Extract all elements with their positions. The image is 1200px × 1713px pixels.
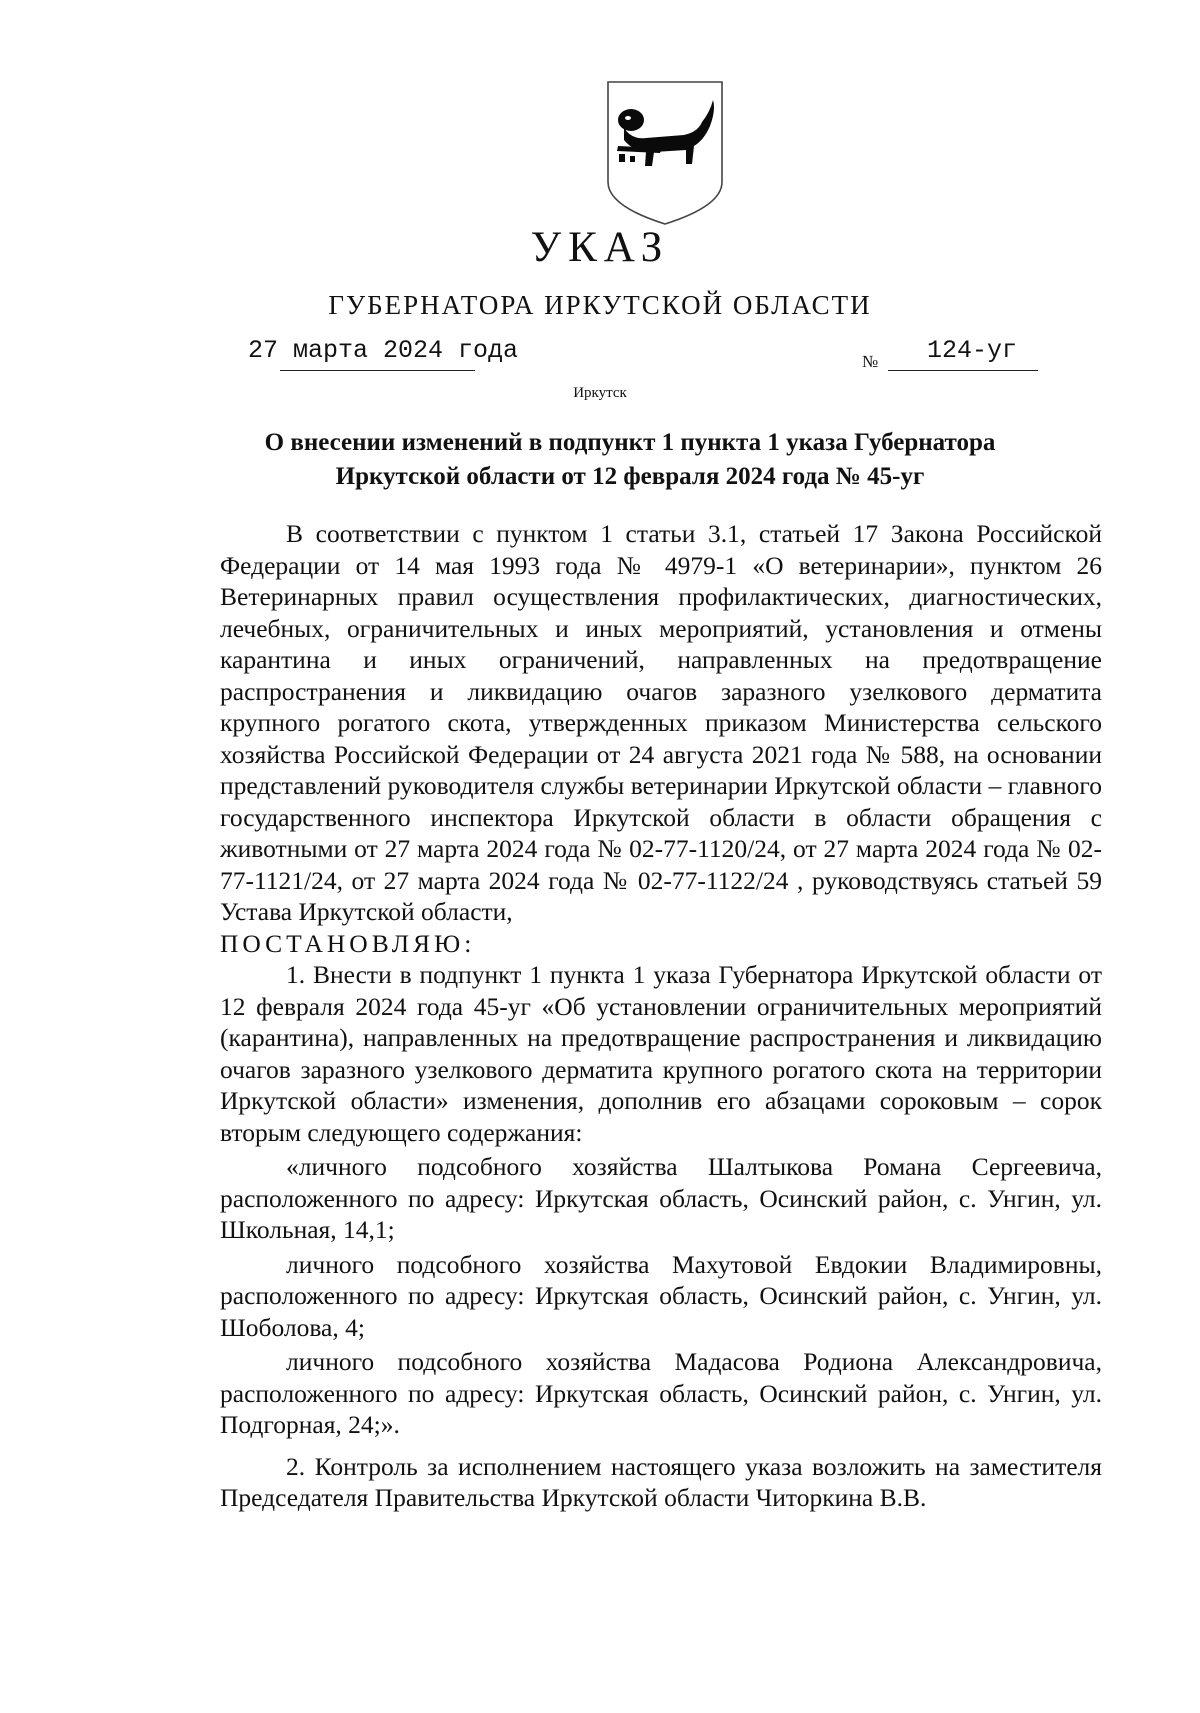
decree-word: ПОСТАНОВЛЯЮ: xyxy=(220,928,476,958)
heading-line-1: О внесении изменений в подпункт 1 пункта 1 указа Губернатора xyxy=(264,429,996,456)
quote-paragraph-2: личного подсобного хозяйства Махутовой Евдокии Владимировны, расположенного по адресу: Иркутская область, Осинский район, с. Унгин, ул. Шоболова, 4; xyxy=(220,1249,1102,1342)
quote-paragraph-3: личного подсобного хозяйства Мадасова Родиона Александровича, расположенного по адресу: Иркутская область, Осинский район, с. Унгин, ул. Подгорная, 24;». xyxy=(220,1347,1102,1439)
heading-line-2: Иркутской области от 12 февраля 2024 года № 45-уг xyxy=(335,463,925,490)
document-date: 27 марта 2024 года xyxy=(248,336,519,365)
item-2-paragraph: 2. Контроль за исполнением настоящего указа возложить на заместителя Председателя Правительства Иркутской области Читоркина В.В. xyxy=(220,1451,1102,1512)
item-1-paragraph: 1. Внести в подпункт 1 пункта 1 указа Губернатора Иркутской области от 12 февраля 2024 года 45-уг «Об установлении ограничительных мероприятий (карантина), направленных на предотвращение распространения и ликвидацию очагов заразного узелкового дерматита крупного рогатого скота на территории Иркутской области» изменения, дополнив его абзацами сороковым – сорок вторым следующего содержания: xyxy=(220,960,1102,1147)
document-city: Иркутск xyxy=(573,385,627,401)
number-underline xyxy=(888,370,1038,371)
quote-paragraph-1: «личного подсобного хозяйства Шалтыкова Романа Сергеевича, расположенного по адресу: Иркутская область, Осинский район, с. Унгин, ул. Школьная, 14,1; xyxy=(220,1152,1102,1244)
coat-of-arms-emblem xyxy=(602,78,728,226)
document-title: УКАЗ xyxy=(530,224,670,271)
date-underline xyxy=(280,370,475,371)
document-body xyxy=(220,518,1102,1514)
preamble-paragraph: В соответствии с пунктом 1 статьи 3.1, статьей 17 Закона Российской Федерации от 14 мая 1993 года № 4979-1 «О ветеринарии», пунктом 26 Ветеринарных правил осуществления профилактических, диагностических, лечебных, ограничительных и иных мероприятий, установления и отмены карантина и иных ограничений, направленных на предотвращение распространения и ликвидацию очагов заразного узелкового дерматита крупного рогатого скота, утвержденных приказом Министерства сельского хозяйства Российской Федерации от 24 августа 2021 года № 588, на основании представлений руководителя службы ветеринарии Иркутской области – главного государственного инспектора Иркутской области в области обращения с животными от 27 марта 2024 года № 02-77-1120/24, от 27 марта 2024 года № 02-77-1121/24, от 27 марта 2024 года № 02-77-1122/24 , руководствуясь статьей 59 Устава Иркутской области, xyxy=(220,519,1102,926)
number-sign: № xyxy=(862,352,879,371)
document-issuer: ГУБЕРНАТОРА ИРКУТСКОЙ ОБЛАСТИ xyxy=(328,290,872,320)
document-heading xyxy=(220,426,1040,494)
document-number: 124-уг xyxy=(927,336,1018,365)
